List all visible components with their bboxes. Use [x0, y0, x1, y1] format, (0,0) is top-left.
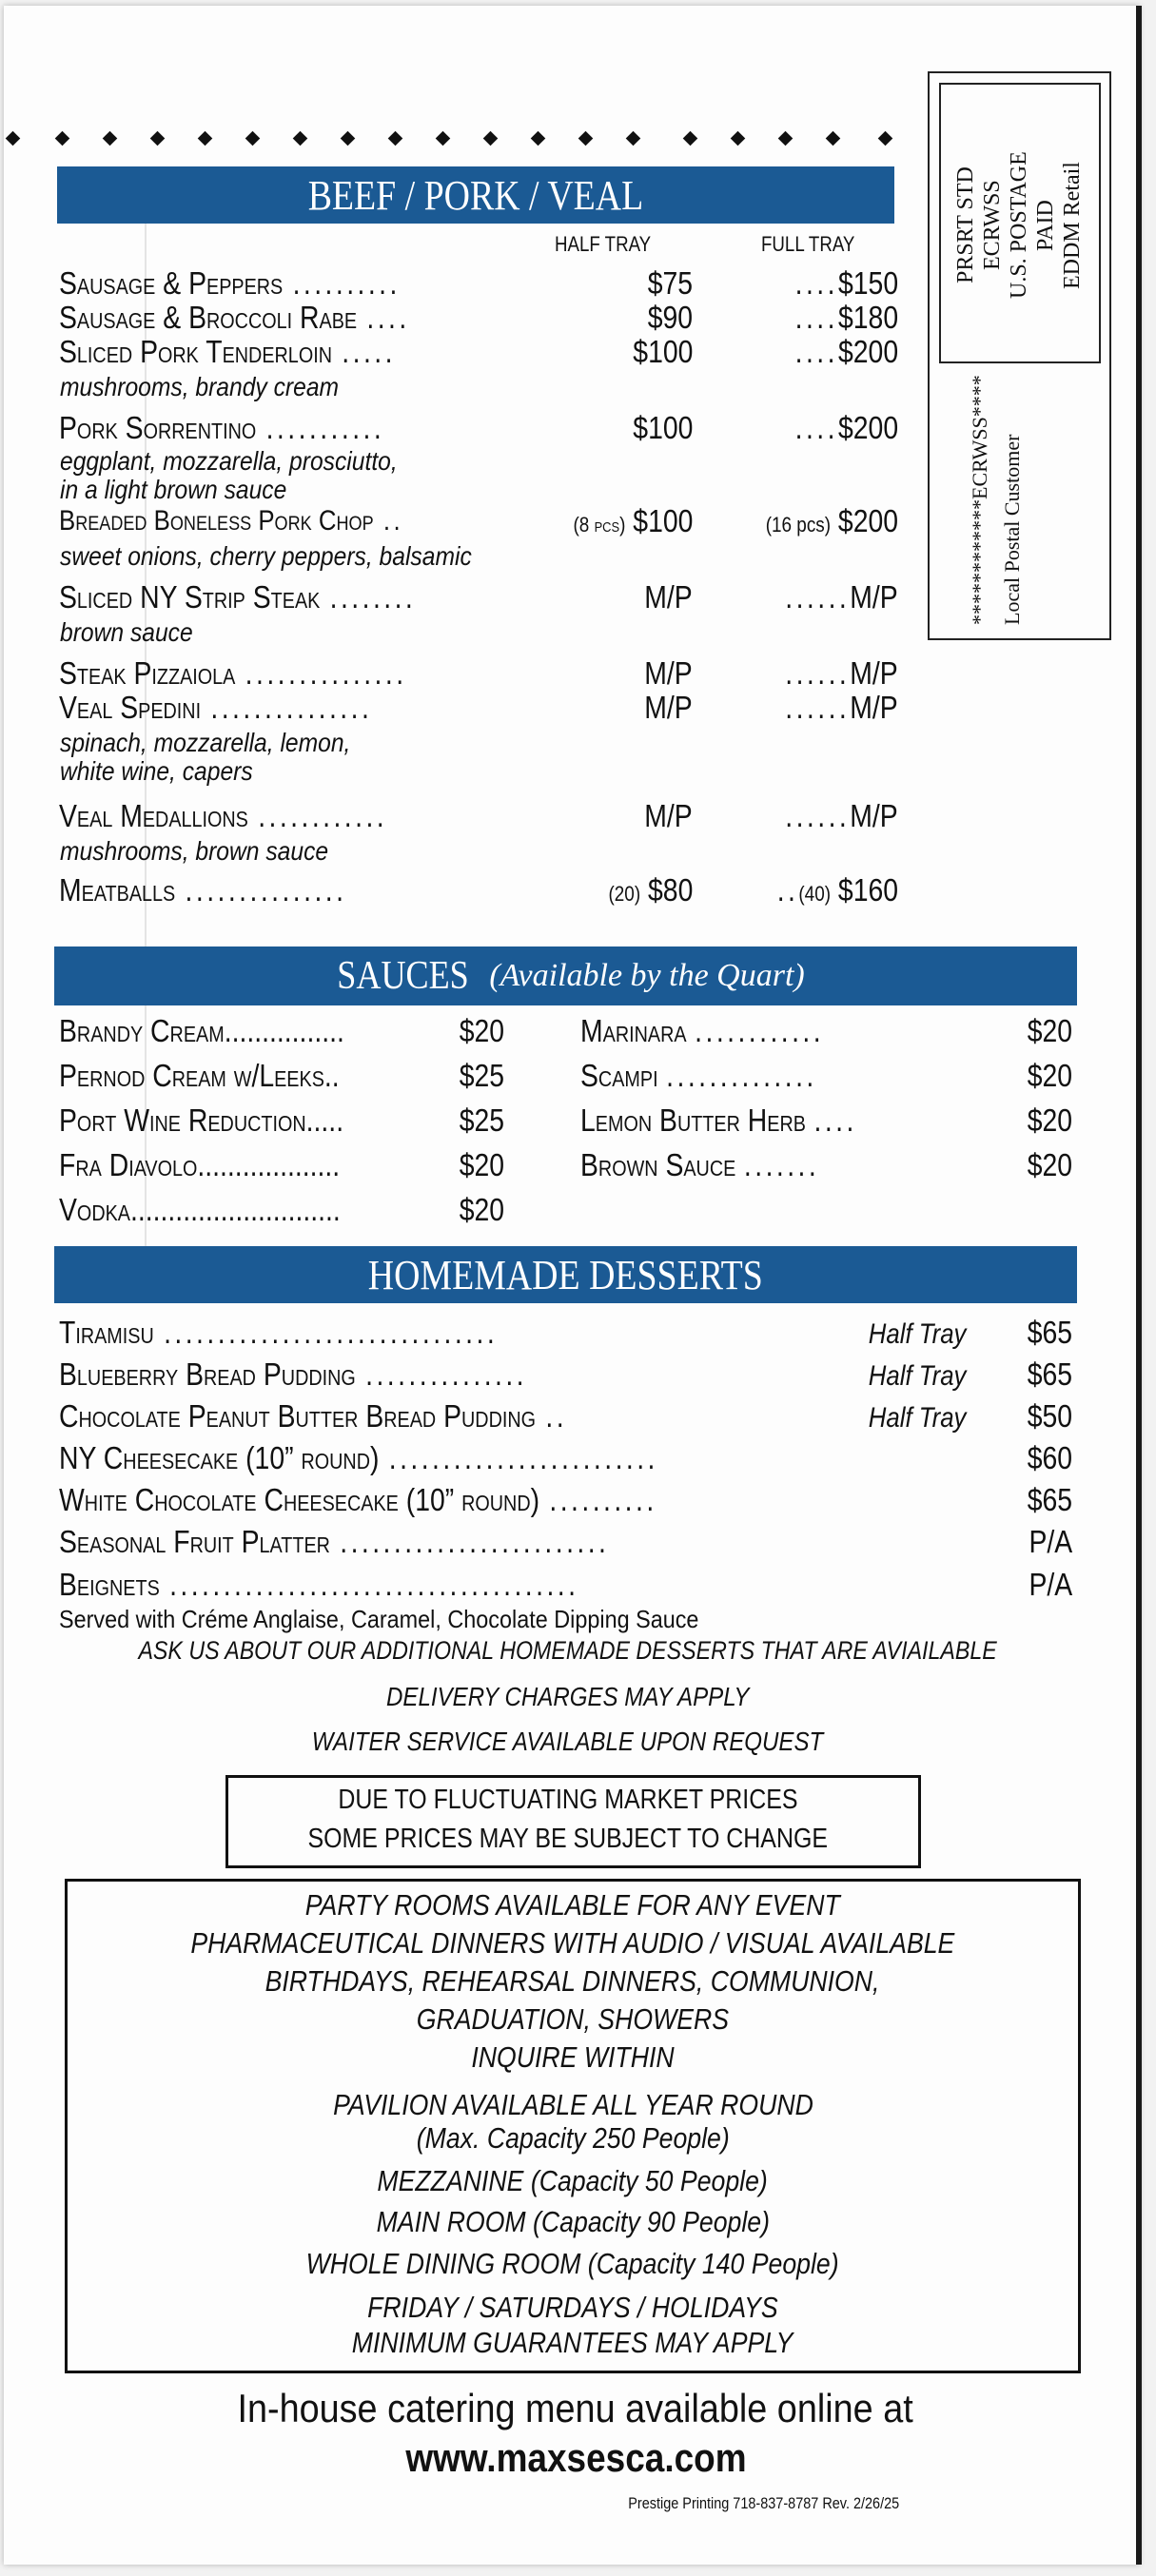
diamond-icon — [483, 131, 499, 146]
notice-text: DUE TO FLUCTUATING MARKET PRICES — [338, 1785, 798, 1815]
diamond-icon — [198, 131, 213, 146]
item-name: Steak Pizzaiola — [59, 655, 236, 691]
leader-dots: ................... — [197, 1147, 341, 1182]
diamond-icon — [341, 131, 356, 146]
party-info-text: PHARMACEUTICAL DINNERS WITH AUDIO / VISUAL AVAILABLE — [190, 1926, 955, 1960]
half-tray-price — [608, 873, 693, 911]
sauces-banner — [54, 946, 1077, 1005]
dessert-name: Beignets — [59, 1567, 160, 1602]
diamond-icon — [150, 131, 166, 146]
item-description: eggplant, mozzarella, prosciutto, — [60, 446, 398, 476]
diamond-icon — [293, 131, 308, 146]
leader-dots: ............ — [695, 1013, 825, 1048]
full-tray-price — [786, 691, 898, 725]
market-price-line-2 — [0, 1824, 1136, 1855]
party-info-text: MAIN ROOM (Capacity 90 People) — [376, 2205, 770, 2238]
leader-dots: ..... — [342, 334, 396, 369]
leader-dots: .... — [813, 1103, 857, 1138]
dessert-price: $65 — [1027, 1482, 1072, 1517]
leader-dots: ...... — [785, 655, 851, 691]
notice-text: DELIVERY CHARGES MAY APPLY — [386, 1682, 750, 1711]
leader-dots: ............... — [185, 872, 347, 907]
leader-dots: .. — [382, 505, 404, 537]
party-info-line — [65, 2247, 1081, 2281]
item-name: Pork Sorrentino — [59, 410, 257, 445]
party-info-text: (Max. Capacity 250 People) — [416, 2121, 730, 2155]
leader-dots: ...... — [785, 690, 851, 725]
sauce-price: $20 — [1027, 1147, 1072, 1182]
item-name: Sausage & Broccoli Rabe — [59, 300, 358, 335]
sauce-price: $20 — [459, 1192, 504, 1227]
dessert-price: P/A — [1029, 1524, 1072, 1559]
diamond-icon — [826, 131, 841, 146]
dessert-price: P/A — [1029, 1567, 1072, 1602]
diamond-icon — [245, 131, 261, 146]
sauce-name: Lemon Butter Herb — [580, 1103, 806, 1138]
item-name: Meatballs — [59, 872, 176, 907]
item-description: brown sauce — [60, 617, 193, 647]
full-tray-price — [795, 411, 898, 445]
full-price-value: $160 — [837, 872, 898, 907]
full-tray-price — [766, 504, 898, 542]
item-name: Breaded Boneless Pork Chop — [59, 505, 374, 537]
half-price-value: $100 — [632, 503, 693, 538]
dessert-item — [59, 1316, 498, 1350]
half-tray-price — [648, 266, 693, 301]
full-price-value: $200 — [837, 334, 898, 369]
item-name: Sausage & Peppers — [59, 265, 284, 301]
sauce-name: Vodka — [59, 1192, 130, 1227]
leader-dots: .......... — [292, 265, 401, 301]
dessert-name: Blueberry Bread Pudding — [59, 1356, 356, 1392]
indicia-line: PRSRT STD — [953, 166, 978, 284]
sauce-item — [59, 1103, 343, 1138]
half-price-value: $80 — [647, 872, 693, 907]
sauce-item — [580, 1103, 857, 1138]
leader-dots: ...... — [785, 579, 851, 615]
full-tray-price — [786, 799, 898, 833]
indicia-line: U.S. POSTAGE — [1007, 151, 1031, 300]
half-tray-price — [648, 301, 693, 335]
leader-dots: .............. — [666, 1058, 817, 1093]
menu-item-row — [59, 799, 387, 833]
leader-dots: ............ — [258, 798, 388, 833]
full-price-value: $200 — [837, 410, 898, 445]
diamond-icon — [55, 131, 70, 146]
party-info-line — [65, 2326, 1081, 2360]
full-tray-price — [786, 656, 898, 691]
recipient-name: Local Postal Customer — [1000, 434, 1024, 625]
leader-dots: ............... — [210, 690, 373, 725]
item-description: mushrooms, brandy cream — [60, 372, 340, 401]
half-tray-price — [633, 411, 693, 445]
dessert-price: $60 — [1027, 1440, 1072, 1475]
party-info-line — [65, 2088, 1081, 2122]
item-name: Veal Spedini — [59, 690, 202, 725]
beignets-note: Served with Créme Anglaise, Caramel, Chocolate Dipping Sauce — [59, 1605, 699, 1633]
page-edge — [1136, 6, 1142, 2565]
diamond-icon — [626, 131, 641, 146]
diamond-icon — [6, 131, 21, 146]
postage-indicia-box — [939, 83, 1101, 363]
dessert-size: Half Tray — [868, 1318, 966, 1350]
half-tray-price — [645, 691, 693, 725]
leader-dots: .... — [794, 265, 838, 301]
item-name: Sliced NY Strip Steak — [59, 579, 321, 615]
dessert-price: $50 — [1027, 1398, 1072, 1434]
half-price-value: $100 — [632, 410, 693, 445]
website-url[interactable]: www.maxsesca.com — [404, 2435, 747, 2480]
party-info-line — [65, 2291, 1081, 2325]
party-info-line — [65, 1964, 1081, 1999]
party-info-line — [65, 2164, 1081, 2198]
item-description: sweet onions, cherry peppers, balsamic — [60, 541, 472, 571]
additional-desserts-notice — [0, 1636, 1136, 1666]
leader-dots: ............... — [245, 655, 407, 691]
full-tray-price — [795, 335, 898, 369]
dessert-name: Tiramisu — [59, 1315, 154, 1350]
dessert-item — [59, 1483, 657, 1517]
half-tray-price — [633, 335, 693, 369]
full-price-value: $180 — [837, 300, 898, 335]
half-tray-price — [645, 580, 693, 615]
party-info-line — [65, 2040, 1081, 2075]
sauce-price: $20 — [1027, 1013, 1072, 1048]
diamond-icon — [778, 131, 794, 146]
dessert-item — [59, 1568, 578, 1602]
full-price-value: M/P — [850, 655, 898, 691]
dessert-item — [59, 1357, 527, 1392]
diamond-icon — [436, 131, 451, 146]
full-price-value: $200 — [837, 503, 898, 538]
sauce-price: $20 — [1027, 1103, 1072, 1138]
menu-item-row — [59, 411, 384, 445]
sauce-name: Brandy Cream — [59, 1013, 225, 1048]
dessert-name: Chocolate Peanut Butter Bread Pudding — [59, 1398, 537, 1434]
half-tray-quantity: (8 pcs) — [573, 513, 625, 537]
section-title: BEEF / PORK / VEAL — [307, 171, 644, 219]
website-link[interactable] — [0, 2435, 1151, 2481]
leader-dots: ............... — [365, 1356, 528, 1392]
party-info-text: PAVILION AVAILABLE ALL YEAR ROUND — [332, 2088, 813, 2121]
leader-dots: ...... — [785, 798, 851, 833]
footer-text: In-house catering menu available online at — [237, 2386, 914, 2430]
section-subtitle: (Available by the Quart) — [489, 958, 805, 993]
sauce-name: Marinara — [580, 1013, 687, 1048]
sauce-name: Brown Sauce — [580, 1147, 736, 1182]
printer-credit: Prestige Printing 718-837-8787 Rev. 2/26/25 — [628, 2494, 899, 2512]
sauce-name: Fra Diavolo — [59, 1147, 198, 1182]
dessert-size: Half Tray — [868, 1402, 966, 1434]
full-tray-price — [795, 301, 898, 335]
leader-dots: ..... — [305, 1103, 344, 1138]
party-info-text: MEZZANINE (Capacity 50 People) — [377, 2164, 769, 2197]
leader-dots: .. — [776, 872, 799, 907]
sauce-price: $20 — [459, 1147, 504, 1182]
sauce-price: $20 — [1027, 1058, 1072, 1093]
leader-dots: ............................... — [164, 1315, 499, 1350]
delivery-notice — [0, 1682, 1136, 1712]
full-tray-price — [786, 580, 898, 615]
leader-dots: ......................... — [340, 1524, 610, 1559]
indicia-line: PAID — [1033, 200, 1058, 251]
menu-item-row — [59, 691, 372, 725]
item-name: Veal Medallions — [59, 798, 248, 833]
full-price-value: M/P — [850, 690, 898, 725]
diamond-icon — [683, 131, 698, 146]
half-price-value: M/P — [644, 690, 693, 725]
menu-item-row — [59, 335, 396, 369]
item-description: white wine, capers — [60, 756, 253, 786]
leader-dots: ................ — [224, 1013, 344, 1048]
full-tray-price — [777, 873, 898, 911]
leader-dots: .. — [323, 1058, 340, 1093]
half-price-value: M/P — [644, 579, 693, 615]
sauce-item — [59, 1148, 340, 1182]
leader-dots: ....... — [743, 1147, 820, 1182]
online-menu-text — [0, 2386, 1151, 2431]
sauce-item — [59, 1059, 340, 1093]
party-info-line — [65, 2121, 1081, 2156]
desserts-banner — [54, 1246, 1077, 1303]
sauce-name: Scampi — [580, 1058, 658, 1093]
full-price-value: $150 — [837, 265, 898, 301]
notice-text: WAITER SERVICE AVAILABLE UPON REQUEST — [312, 1727, 824, 1756]
dessert-item — [59, 1525, 609, 1559]
dessert-item — [59, 1441, 658, 1475]
diamond-icon — [103, 131, 118, 146]
diamond-icon — [388, 131, 403, 146]
party-info-text: MINIMUM GUARANTEES MAY APPLY — [352, 2326, 794, 2359]
half-tray-price — [645, 799, 693, 833]
sauce-price: $25 — [459, 1058, 504, 1093]
full-price-value: M/P — [850, 798, 898, 833]
sauce-item — [580, 1059, 817, 1093]
item-description: in a light brown sauce — [60, 475, 287, 504]
half-tray-price — [573, 504, 693, 542]
party-info-line — [65, 1888, 1081, 1922]
party-info-text: FRIDAY / SATURDAYS / HOLIDAYS — [367, 2291, 778, 2324]
half-tray-header: HALF TRAY — [555, 232, 652, 256]
postal-address-block — [928, 71, 1111, 640]
full-tray-price — [795, 266, 898, 301]
party-info-line — [65, 2002, 1081, 2037]
full-tray-quantity: (16 pcs) — [765, 513, 831, 537]
carrier-route: ************ECRWSS**** — [968, 375, 991, 625]
leader-dots: .... — [366, 300, 410, 335]
sauce-name: Port Wine Reduction — [59, 1103, 306, 1138]
sauce-item — [59, 1193, 341, 1227]
item-description: spinach, mozzarella, lemon, — [60, 728, 351, 757]
notice-text: ASK US ABOUT OUR ADDITIONAL HOMEMADE DESSERTS THAT ARE AVIAILABLE — [138, 1636, 998, 1665]
indicia-line: EDDM Retail — [1060, 162, 1085, 289]
dessert-item — [59, 1399, 567, 1434]
leader-dots: ............................ — [129, 1192, 341, 1227]
half-price-value: M/P — [644, 798, 693, 833]
beef-pork-veal-banner — [57, 166, 894, 224]
sauce-price: $25 — [459, 1103, 504, 1138]
dessert-price: $65 — [1027, 1315, 1072, 1350]
full-tray-quantity: (40) — [798, 882, 831, 906]
diamond-icon — [878, 131, 893, 146]
leader-dots: ...................................... — [169, 1567, 579, 1602]
half-price-value: $75 — [647, 265, 693, 301]
menu-item-row — [59, 873, 346, 907]
party-info-text: WHOLE DINING ROOM (Capacity 140 People) — [305, 2247, 840, 2280]
sauce-item — [580, 1014, 824, 1048]
party-info-text: GRADUATION, SHOWERS — [416, 2002, 730, 2036]
leader-dots: .. — [545, 1398, 568, 1434]
leader-dots: .......... — [549, 1482, 657, 1517]
indicia-line: ECRWSS — [980, 180, 1005, 271]
notice-text: SOME PRICES MAY BE SUBJECT TO CHANGE — [307, 1824, 829, 1854]
party-info-line — [65, 2205, 1081, 2239]
leader-dots: ........ — [329, 579, 417, 615]
diamond-divider — [0, 126, 906, 150]
menu-item-row — [59, 301, 410, 335]
dessert-name: Seasonal Fruit Platter — [59, 1524, 330, 1559]
leader-dots: .... — [794, 334, 838, 369]
full-tray-header: FULL TRAY — [761, 232, 855, 256]
half-tray-quantity: (20) — [608, 882, 640, 906]
section-title: HOMEMADE DESSERTS — [367, 1251, 764, 1298]
menu-item-row — [59, 504, 403, 538]
item-description: mushrooms, brown sauce — [60, 836, 329, 866]
menu-item-row — [59, 656, 407, 691]
dessert-price: $65 — [1027, 1356, 1072, 1392]
party-info-line — [65, 1926, 1081, 1961]
leader-dots: ........... — [265, 410, 385, 445]
leader-dots: .... — [794, 410, 838, 445]
market-price-line-1 — [0, 1785, 1136, 1816]
diamond-icon — [578, 131, 594, 146]
sauce-item — [580, 1148, 819, 1182]
dessert-name: White Chocolate Cheesecake (10” round) — [59, 1482, 540, 1517]
half-price-value: $100 — [632, 334, 693, 369]
diamond-icon — [531, 131, 546, 146]
diamond-icon — [731, 131, 746, 146]
waiter-notice — [0, 1727, 1136, 1757]
leader-dots: ......................... — [388, 1440, 658, 1475]
recipient-block — [964, 375, 1029, 625]
leader-dots: .... — [794, 300, 838, 335]
indicia-text — [952, 98, 1086, 353]
dessert-size: Half Tray — [868, 1360, 966, 1392]
party-info-text: BIRTHDAYS, REHEARSAL DINNERS, COMMUNION, — [265, 1964, 880, 1998]
party-info-text: PARTY ROOMS AVAILABLE FOR ANY EVENT — [304, 1888, 841, 1922]
party-info-text: INQUIRE WITHIN — [471, 2040, 675, 2074]
dessert-name: NY Cheesecake (10” round) — [59, 1440, 380, 1475]
half-price-value: M/P — [644, 655, 693, 691]
item-name: Sliced Pork Tenderloin — [59, 334, 332, 369]
section-title: SAUCES — [337, 954, 470, 998]
sauce-price: $20 — [459, 1013, 504, 1048]
sauce-name: Pernod Cream w/Leeks — [59, 1058, 324, 1093]
half-price-value: $90 — [647, 300, 693, 335]
full-price-value: M/P — [850, 579, 898, 615]
sauce-item — [59, 1014, 344, 1048]
half-tray-price — [645, 656, 693, 691]
menu-item-row — [59, 580, 416, 615]
menu-item-row — [59, 266, 401, 301]
